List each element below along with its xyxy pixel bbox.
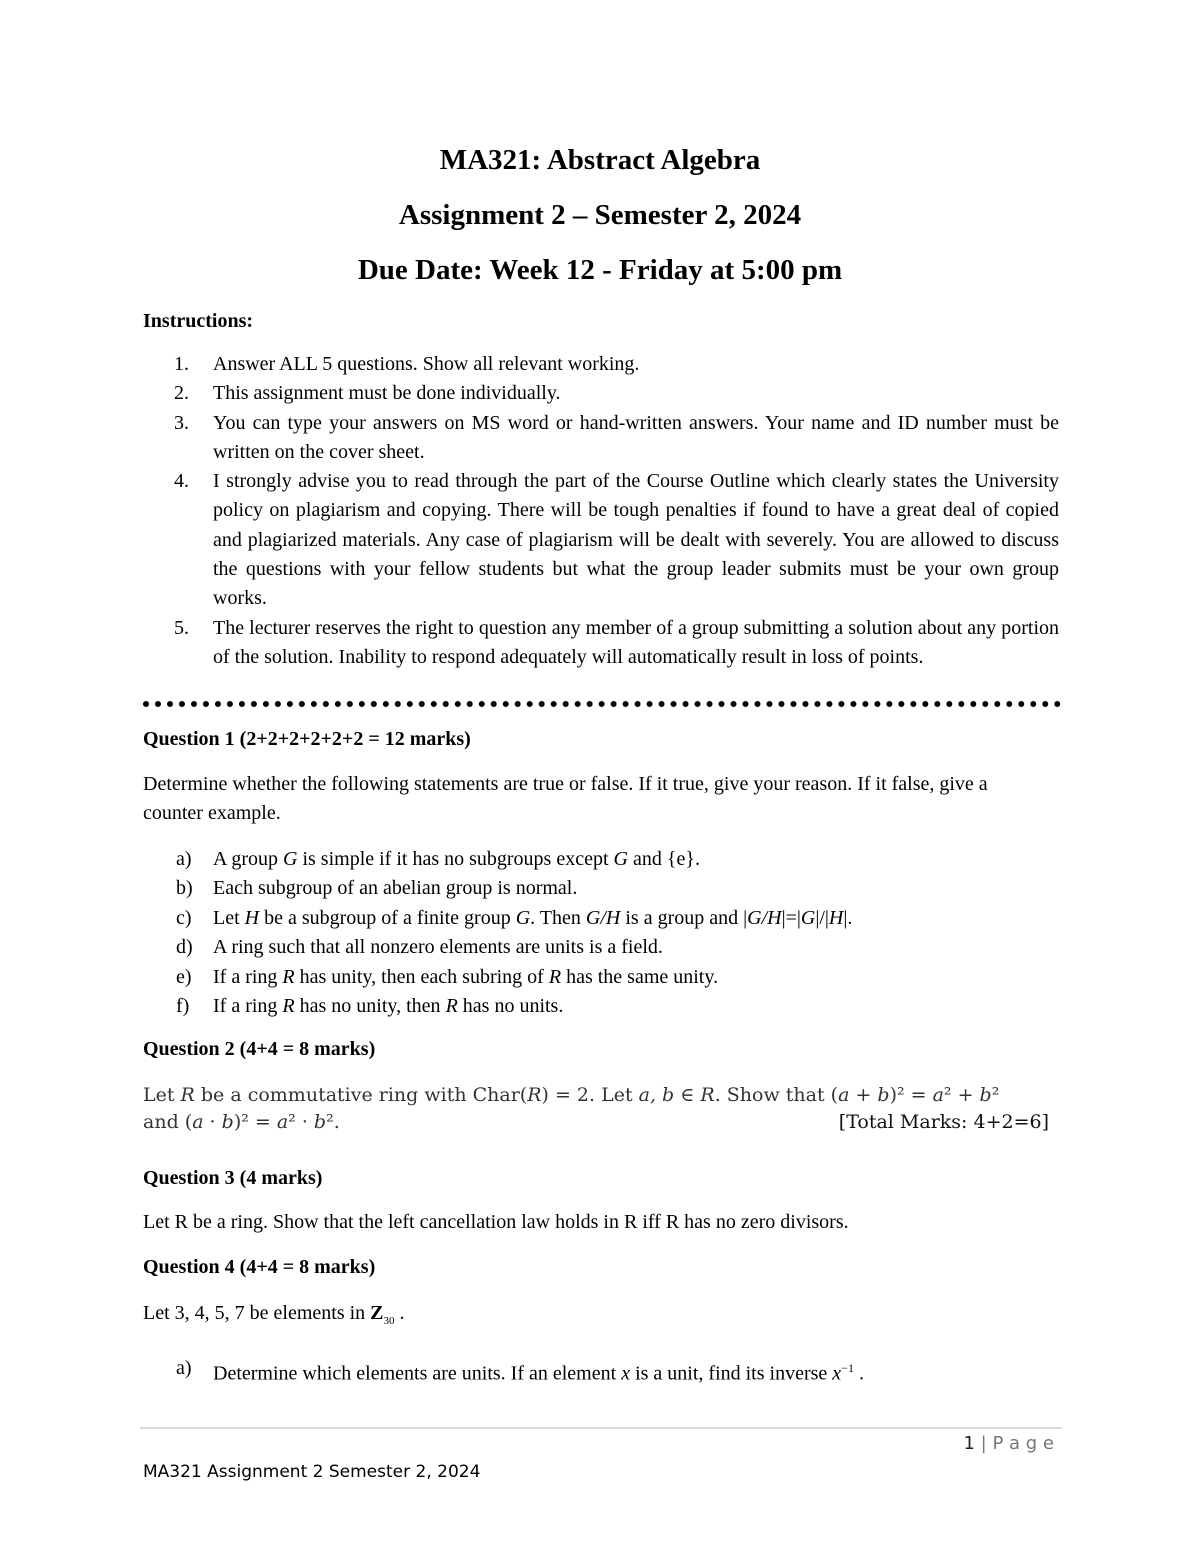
instruction-item	[143, 350, 1059, 379]
question-4-list	[143, 1354, 1059, 1389]
footer-divider	[140, 1427, 1062, 1429]
question-4-heading: Question 4 (4+4 = 8 marks)	[143, 1256, 376, 1278]
course-title: MA321: Abstract Algebra	[439, 144, 761, 176]
q1-item-c: c) Let H be a subgroup of a finite group G. Then G/H is a group and |G/H|=|G|/|H|.	[176, 906, 853, 929]
item-number: 2.	[174, 382, 189, 405]
q1-item-d: d) A ring such that all nonzero elements are units is a field.	[176, 936, 663, 959]
instruction-item	[143, 409, 1059, 468]
question-1-heading: Question 1 (2+2+2+2+2+2 = 12 marks)	[143, 728, 471, 750]
item-text: Answer ALL 5 questions. Show all relevant working.	[213, 353, 640, 375]
q2-line-2: and (a · b)² = a² · b². [Total Marks: 4+2=6]	[143, 1109, 1049, 1136]
q4-item-a: a) Determine which elements are units. If an element x is a unit, find its inverse $x^{-1}$ .	[176, 1357, 864, 1385]
q1-item-f: f) If a ring R has no unity, then R has no units.	[176, 995, 564, 1018]
dotted-divider	[143, 701, 1061, 707]
item-number: 1.	[174, 353, 189, 375]
assignment-title: Assignment 2 – Semester 2, 2024	[398, 199, 802, 231]
question-2-heading: Question 2 (4+4 = 8 marks)	[143, 1038, 376, 1060]
z-symbol: Z	[370, 1302, 384, 1324]
footer-text: MA321 Assignment 2 Semester 2, 2024	[143, 1462, 481, 1482]
instructions-list	[143, 350, 1059, 672]
item-text: I strongly advise you to read through the part of the Course Outline which clearly states the University policy on plagiarism and copying. There will be tough penalties if found to have a great deal of copied and plagiarized materials. Any case of plagiarism will be dealt with severely. You are allowed to discuss the questions with your fellow students but what the group leader submits must be your own group works.	[213, 470, 1059, 610]
item-number: 4.	[174, 470, 189, 493]
instructions-heading: Instructions:	[143, 310, 254, 332]
instruction-item	[143, 379, 1059, 408]
instruction-item	[143, 614, 1059, 673]
q2-line-1: Let R be a commutative ring with Char(R) = 2. Let a, b ∈ R. Show that (a + b)² = a² + b²	[143, 1084, 1000, 1106]
question-3-text: Let R be a ring. Show that the left cancellation law holds in R iff R has no zero divisors.	[143, 1211, 849, 1233]
item-number: 3.	[174, 411, 189, 434]
due-date: Due Date: Week 12 - Friday at 5:00 pm	[357, 254, 843, 286]
q1-item-e: e) If a ring R has unity, then each subring of R has the same unity.	[176, 965, 719, 988]
page-number: 1 | P a g e	[963, 1433, 1054, 1454]
question-2-body	[143, 1082, 1049, 1136]
q2-total-marks: [Total Marks: 4+2=6]	[838, 1111, 1049, 1133]
item-text: You can type your answers on MS word or hand-written answers. Your name and ID number must be written on the cover sheet.	[213, 411, 1059, 463]
q1-item-a: a) A group G is simple if it has no subgroups except G and {e}.	[176, 848, 700, 870]
item-number: 5.	[174, 616, 189, 639]
question-3-heading: Question 3 (4 marks)	[143, 1167, 323, 1189]
item-text: The lecturer reserves the right to question any member of a group submitting a solution about any portion of the solution. Inability to respond adequately will automatically result in loss of points.	[213, 616, 1059, 668]
item-text: This assignment must be done individually.	[213, 382, 561, 405]
question-4-intro: Let 3, 4, 5, 7 be elements in $Z_{30}$ .	[143, 1302, 405, 1327]
question-1-intro: Determine whether the following statements are true or false. If it true, give your reason. If it false, give a counter example.	[143, 773, 988, 824]
instruction-item	[143, 467, 1059, 613]
q1-item-b: b) Each subgroup of an abelian group is normal.	[176, 877, 578, 900]
question-1-list	[143, 845, 1059, 1021]
